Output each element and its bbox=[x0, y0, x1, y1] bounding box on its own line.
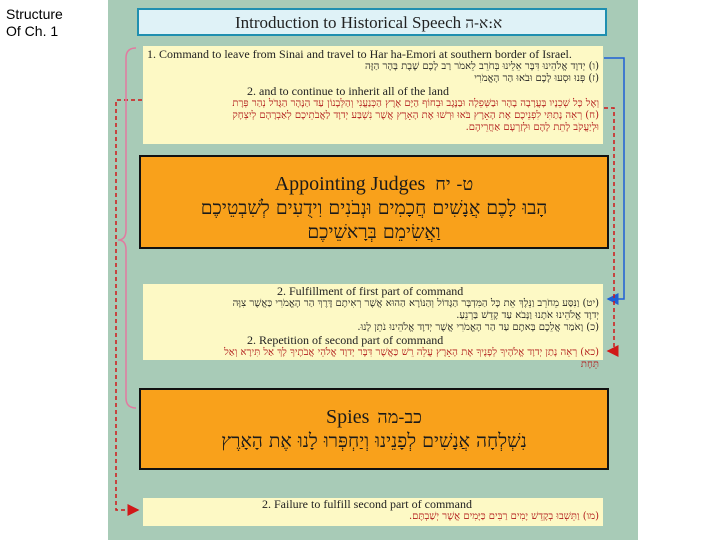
red-arrow-failure bbox=[116, 100, 142, 510]
verse-6: (ו) יְדוָד אֱלֹהֵינוּ דִּבֶּר אֵלֵינוּ בְּחֹרֵב לֵאמֹר רַב לָכֶם שֶׁבֶת בָּהָר הַזֶּה bbox=[365, 61, 599, 72]
spies-ref: כב-מה bbox=[377, 407, 422, 428]
verse-8b: וּלְיַעֲקֹב לָתֵת לָהֶם וּלְזַרְעָם אַחֲרֵיהֶם. bbox=[465, 122, 599, 133]
command-heading: 1. Command to leave from Sinai and travel to Har ha-Emori at southern border of Israel. bbox=[147, 47, 572, 61]
failure-heading: 2. Failure to fulfill second part of command bbox=[262, 497, 472, 511]
verse-19a: (יט) וַנִּסַּע מֵחֹרֵב וַנֵּלֶךְ אֵת כָּל הַמִּדְבָּר הַגָּדוֹל וְהַנּוֹרָא הַהוּא אֲשֶׁר רְאִיתֶם דֶּרֶךְ הַר הָאֱמֹרִי כַּאֲשֶׁר צִוָּה bbox=[232, 298, 599, 309]
repetition-heading: 2. Repetition of second part of command bbox=[247, 333, 444, 347]
verse-8a: (ח) רְאֵה נָתַתִּי לִפְנֵיכֶם אֶת הָאָרֶץ בֹּאוּ וּרְשׁוּ אֶת הָאָרֶץ אֲשֶׁר נִשְׁבַּע יְדוָד לַאֲבֹתֵיכֶם לְאַבְרָהָם לְיִצְחָק bbox=[232, 110, 599, 121]
verse-21a: (כא) רְאֵה נָתַן יְדוָד אֱלֹהֶיךָ לְפָנֶיךָ אֶת הָאָרֶץ עֲלֵה רֵשׁ כַּאֲשֶׁר דִּבֶּר יְדוָד אֱלֹהֵי אֲבֹתֶיךָ לָךְ אַל תִּירָא וְאַל bbox=[224, 347, 599, 358]
spies-verse: נִשְׁלְחָה אֲנָשִׁים לְפָנֵינוּ וְיַחְפְּרוּ לָנוּ אֶת הָאָרֶץ bbox=[221, 430, 527, 452]
verse-7b: וְאֶל כָּל שְׁכֵנָיו בָּעֲרָבָה בָהָר וּבַשְּׁפֵלָה וּבַנֶּגֶב וּבְחוֹף הַיָּם אֶרֶץ הַכְּנַעֲנִי וְהַלְּבָנוֹן עַד הַנָּהָר הַגָּדֹל נְהַר פְּרָת bbox=[232, 98, 599, 109]
judges-verse-line1: הָבוּ לָכֶם אֲנָשִׁים חֲכָמִים וּנְבֹנִים וִידֻעִים לְשִׁבְטֵיכֶם bbox=[200, 197, 548, 219]
intro-header-ref: א:א-ה bbox=[465, 14, 503, 32]
judges-ref: ט- יח bbox=[435, 174, 474, 195]
spies-title: Spies bbox=[326, 406, 370, 428]
verse-21b: תֵּחָת bbox=[580, 359, 599, 370]
side-title-line2: Of Ch. 1 bbox=[6, 23, 59, 39]
side-title-line1: Structure bbox=[6, 6, 63, 22]
verse-46: (מו) וַתֵּשְׁבוּ בְקָדֵשׁ יָמִים רַבִּים כַּיָּמִים אֲשֶׁר יְשַׁבְתֶּם. bbox=[408, 511, 599, 522]
intro-header-text: Introduction to Historical Speech bbox=[235, 13, 462, 32]
verse-7a: (ז) פְּנוּ וּסְעוּ לָכֶם וּבֹאוּ הַר הָאֱמֹרִי bbox=[474, 73, 599, 84]
pink-brace bbox=[118, 48, 136, 408]
judges-title: Appointing Judges bbox=[274, 173, 426, 195]
judges-verse-line2: וַאֲשִׂימֵם בְּרָאשֵׁיכֶם bbox=[307, 221, 441, 243]
command-subheading: 2. and to continue to inherit all of the land bbox=[247, 84, 449, 98]
verse-20: (כ) וָאֹמַר אֲלֵכֶם בָּאתֶם עַד הַר הָאֱמֹרִי אֲשֶׁר יְדוָד אֱלֹהֵינוּ נֹתֵן לָנוּ. bbox=[357, 322, 599, 333]
red-arrow-repetition bbox=[604, 108, 614, 351]
verse-19b: יְדוָד אֱלֹהֵינוּ אֹתָנוּ וַנָּבֹא עַד קָדֵשׁ בַּרְנֵעַ. bbox=[456, 310, 599, 321]
fulfillment-heading: 2. Fulfillment of first part of command bbox=[277, 284, 464, 298]
